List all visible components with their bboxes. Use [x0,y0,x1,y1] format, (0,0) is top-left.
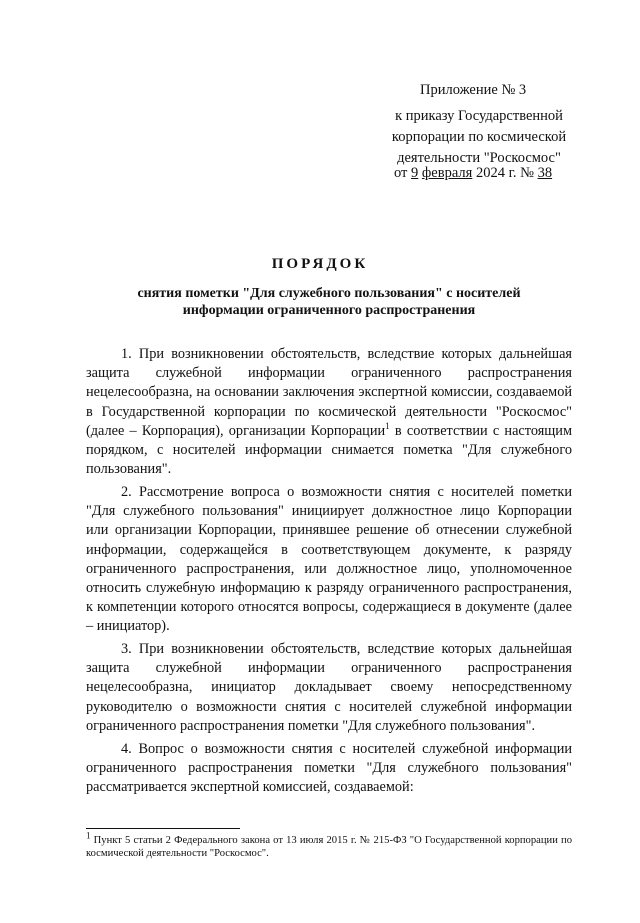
paragraph-1 [86,345,572,479]
paragraph-4: 4. Вопрос о возможности снятия с носителей служебной информации ограниченного распространения пометки "Для служебного пользования" рассматривается экспертной комиссией, создаваемой: [86,740,572,795]
order-line: корпорации по космической [391,129,567,145]
date-day: 9 [411,165,419,181]
appendix-order-reference [386,106,572,169]
appendix-number: Приложение № 3 [420,82,527,98]
paragraph-2: 2. Рассмотрение вопроса о возможности снятия с носителей пометки "Для служебного пользования" инициирует должностное лицо Корпорации или организации Корпорации, принявшее решение об отнесении служебной информации, содержащейся в соответствующем документе, к разряду ограниченного распространения, или должностное лицо, уполномоченное относить служебную информацию к разряду ограниченного распространения, к компетенции которого относятся вопросы, содержащиеся в документе (далее – инициатор). [86,483,572,635]
date-prefix: от [394,165,408,181]
paragraph-text: в соответствии с настоящим порядком, с носителей информации снимается пометка "Для служебного пользования". [86,422,572,478]
order-number-prefix: № [520,165,534,181]
order-line: к приказу Государственной [395,108,563,124]
order-date-line [394,163,574,184]
paragraph-3: 3. При возникновении обстоятельств, вследствие которых дальнейшая защита служебной информации ограниченного распространения нецелесообразна, инициатор докладывает своему непосредственному руководителю о возможности снятия с носителей служебной информации ограниченного распространения пометки "Для служебного пользования". [86,641,572,734]
footnote-reference: 1 [385,421,390,432]
subtitle-line: снятия пометки "Для служебного пользования" с носителей [137,286,521,301]
footnote-mark: 1 [86,830,91,841]
footnote-text: Пункт 5 статьи 2 Федерального закона от 13 июля 2015 г. № 215-ФЗ "О Государственной корпорации по космической деятельности "Роскосмос". [86,835,572,859]
paragraph-text: 1. При возникновении обстоятельств, вследствие которых дальнейшая защита служебной информации ограниченного распространения нецелесообразна, на основании заключения экспертной комиссии, создаваемой в Государственной корпорации по космической деятельности "Роскосмос" (далее – Корпорация), организации Корпорации [86,346,572,439]
footnote [86,830,572,860]
subtitle-line: информации ограниченного распространения [182,303,476,318]
document-body [86,345,572,801]
date-year: 2024 г. [475,165,517,181]
order-number: 38 [537,165,553,181]
footnote-separator [86,828,240,829]
date-month: февраля [421,165,473,181]
document-title: ПОРЯДОК [271,256,369,272]
document-subtitle [86,285,572,319]
order-line: деятельности "Роскосмос" [397,150,561,166]
